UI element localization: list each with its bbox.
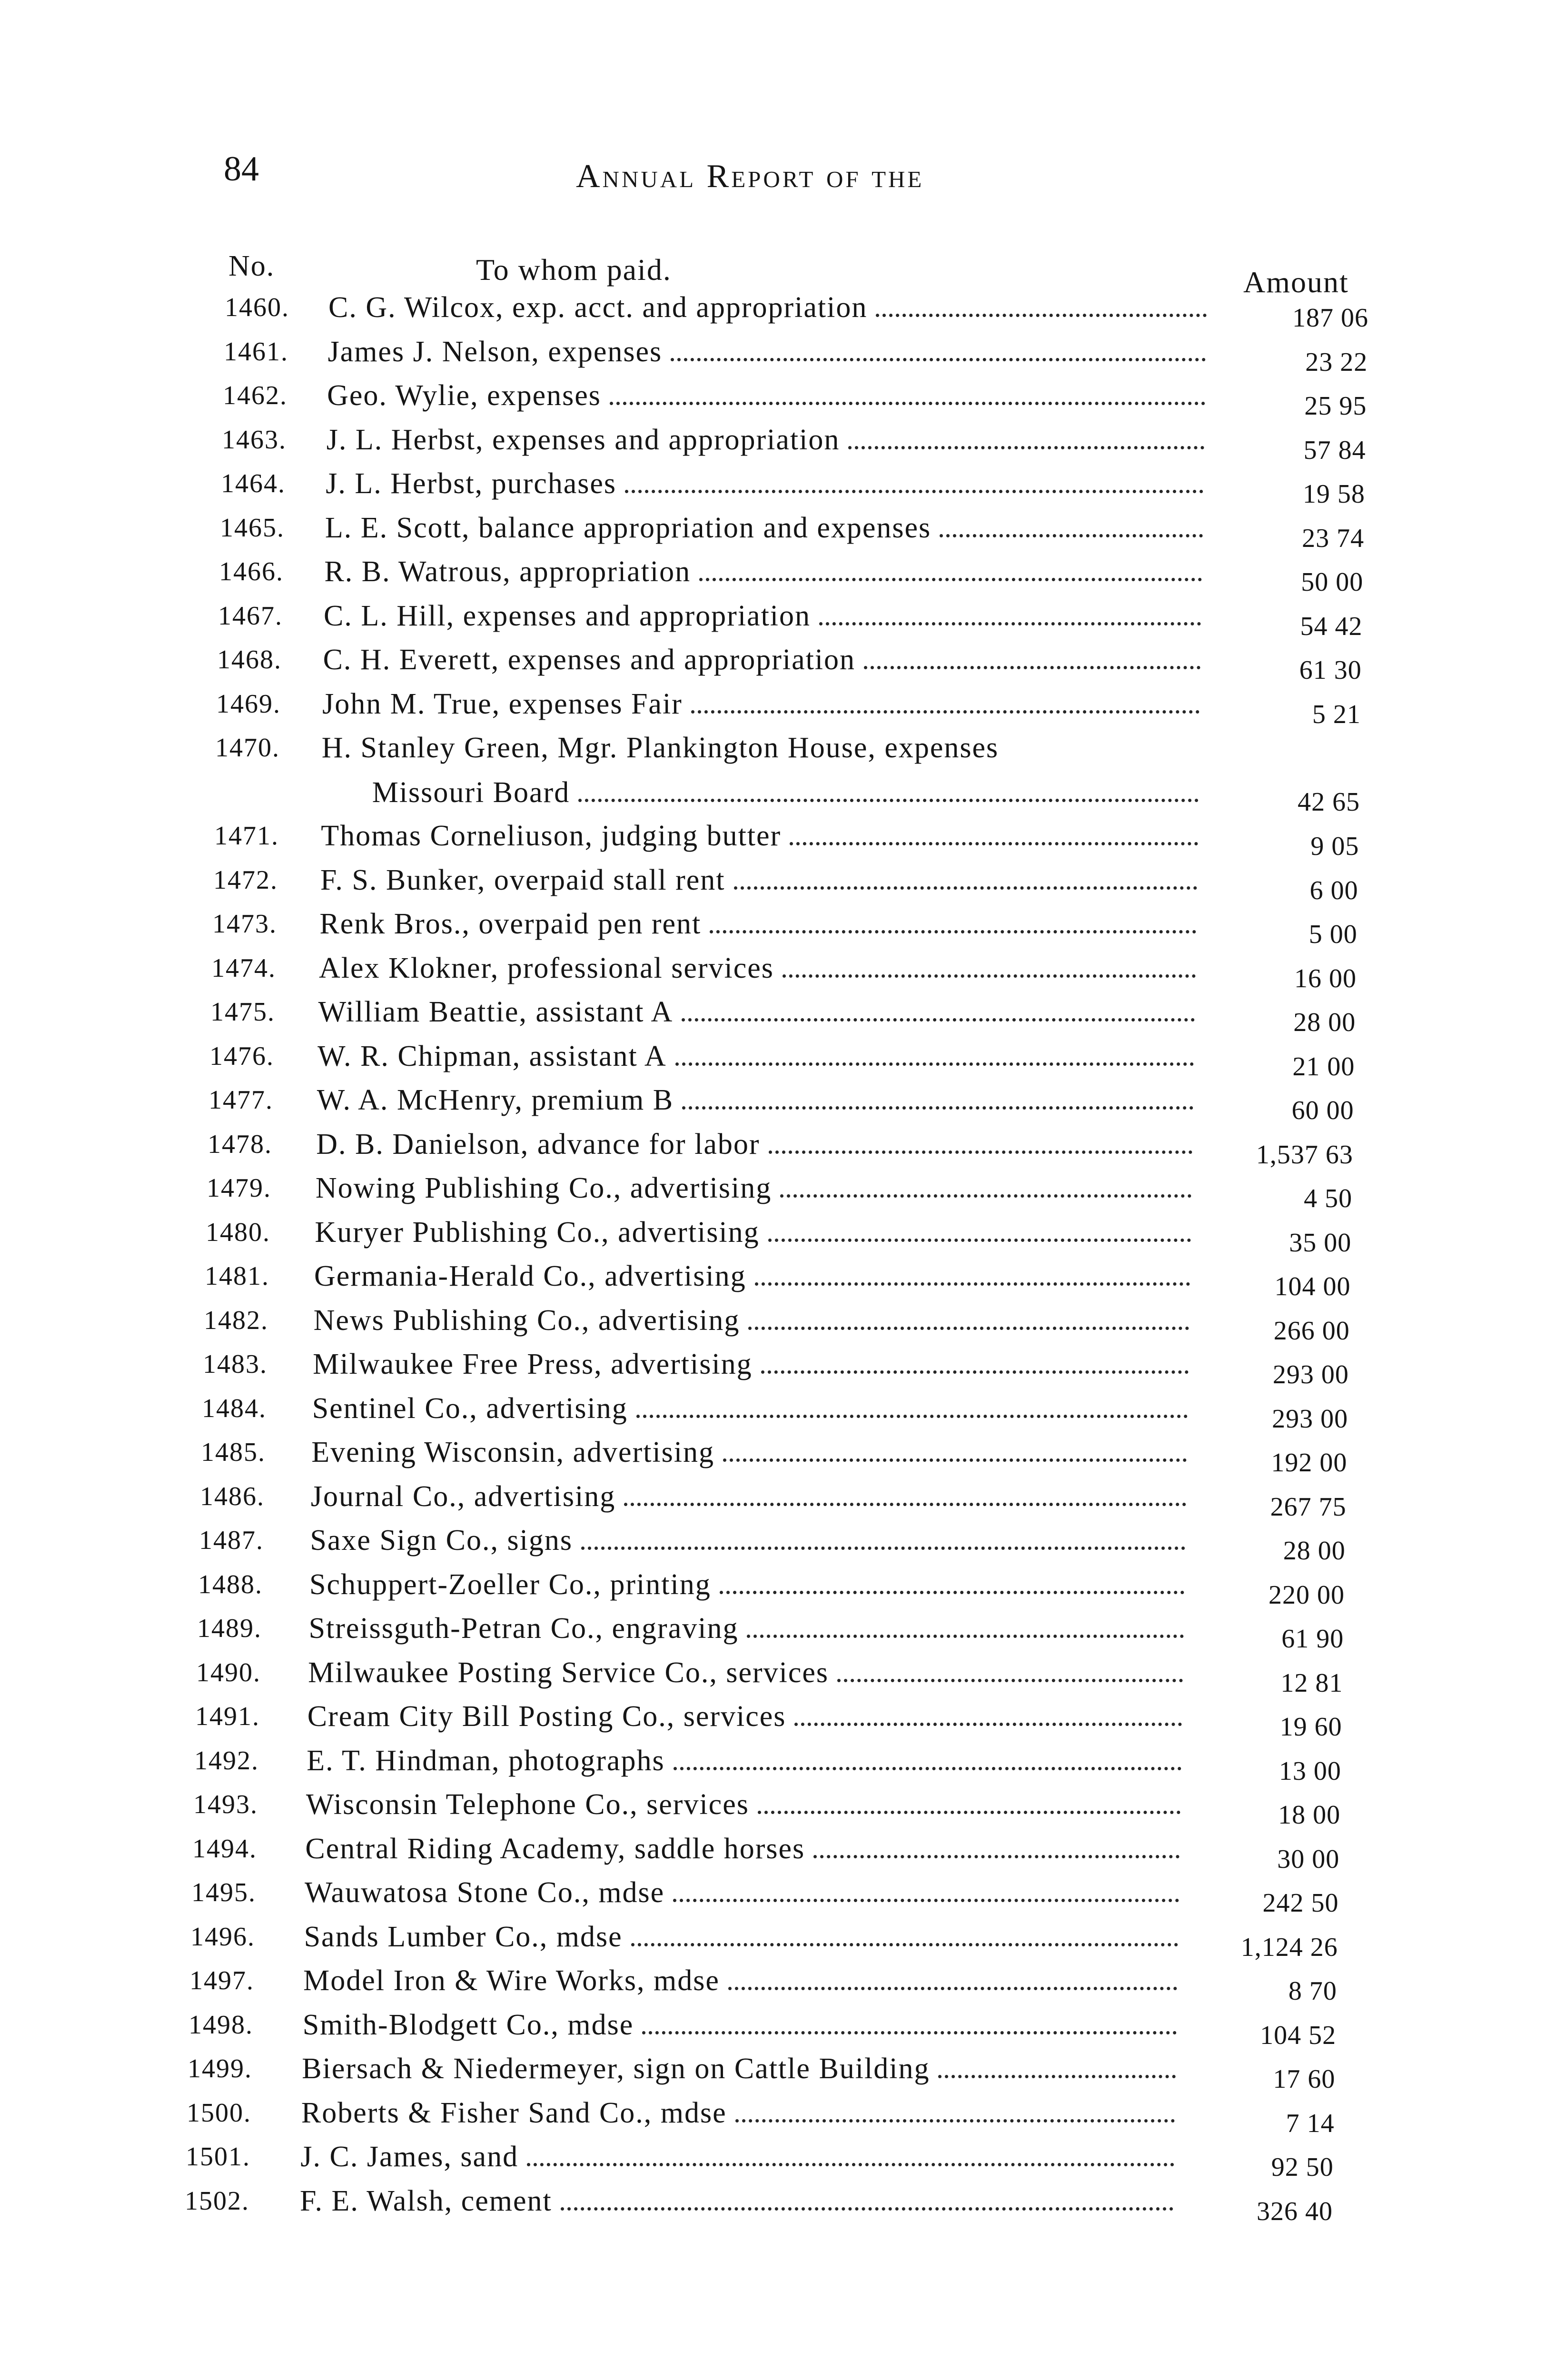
payee-entry — [309, 1611, 1184, 1646]
payee-name: Cream City Bill Posting Co., services — [307, 1700, 786, 1733]
column-header-to-whom-paid: To whom paid. — [476, 253, 672, 287]
payee-entry — [317, 1039, 1194, 1073]
voucher-number: 1472. — [213, 865, 278, 895]
payee-entry — [309, 1567, 1184, 1602]
dot-leader — [938, 2075, 1176, 2078]
dot-leader — [728, 1987, 1177, 1990]
dot-leader — [682, 1106, 1193, 1110]
payee-entry — [314, 1303, 1189, 1338]
amount: 19 60 — [1279, 1712, 1342, 1742]
dot-leader — [769, 1150, 1192, 1154]
payee-entry — [319, 951, 1196, 985]
dot-leader — [813, 1855, 1179, 1858]
voucher-number: 1465. — [220, 513, 285, 543]
payee-name: Smith-Blodgett Co., mdse — [302, 2008, 634, 2041]
dot-leader — [671, 358, 1206, 361]
dot-leader — [876, 314, 1207, 317]
amount: 293 00 — [1272, 1404, 1348, 1434]
dot-leader — [768, 1239, 1191, 1242]
amount: 13 00 — [1278, 1756, 1341, 1786]
amount: 21 00 — [1292, 1051, 1355, 1081]
payee-entry — [313, 1347, 1189, 1381]
voucher-number: 1491. — [195, 1702, 260, 1731]
payee-entry — [322, 731, 1199, 810]
amount: 1,537 63 — [1256, 1140, 1353, 1170]
dot-leader — [864, 666, 1200, 669]
dot-leader — [783, 974, 1196, 978]
payee-entry — [311, 1479, 1186, 1514]
dot-leader — [747, 1635, 1183, 1638]
amount: 28 00 — [1283, 1536, 1346, 1566]
voucher-number: 1469. — [216, 689, 281, 719]
voucher-number: 1484. — [202, 1393, 267, 1423]
payee-name: D. B. Danielson, advance for labor — [316, 1128, 760, 1160]
payee-entry — [305, 1832, 1179, 1866]
voucher-number: 1478. — [208, 1129, 272, 1159]
payee-name: Alex Klokner, professional services — [319, 952, 774, 984]
payee-entry — [324, 555, 1202, 589]
amount: 54 42 — [1300, 611, 1363, 641]
payee-name: Evening Wisconsin, advertising — [311, 1436, 715, 1468]
payee-name: Germania-Herald Co., advertising — [314, 1260, 746, 1292]
amount: 242 50 — [1262, 1888, 1339, 1918]
voucher-number: 1460. — [225, 293, 289, 322]
payee-name: James J. Nelson, expenses — [327, 335, 663, 368]
dot-leader — [578, 799, 1199, 802]
payee-name: F. S. Bunker, overpaid stall rent — [320, 863, 725, 896]
amount: 4 50 — [1304, 1184, 1353, 1213]
dot-leader — [527, 2163, 1174, 2166]
voucher-number: 1497. — [189, 1966, 254, 1995]
dot-leader — [561, 2207, 1173, 2211]
amount: 7 14 — [1286, 2108, 1335, 2138]
voucher-number: 1477. — [208, 1085, 273, 1115]
voucher-number: 1499. — [188, 2054, 252, 2083]
column-header-amount: Amount — [1243, 265, 1349, 299]
payee-name: Milwaukee Posting Service Co., services — [308, 1656, 829, 1689]
amount: 42 65 — [1298, 787, 1360, 817]
dot-leader — [790, 842, 1198, 845]
amount: 17 60 — [1273, 2064, 1336, 2094]
payee-name: Roberts & Fisher Sand Co., mdse — [301, 2096, 727, 2129]
amount: 9 05 — [1310, 832, 1359, 861]
amount: 28 00 — [1293, 1008, 1356, 1037]
voucher-number: 1488. — [198, 1569, 263, 1599]
payee-entry — [300, 2184, 1173, 2218]
payee-entry — [317, 1083, 1193, 1117]
payee-entry — [324, 599, 1201, 633]
payee-name: Wisconsin Telephone Co., services — [306, 1788, 749, 1821]
payee-entry — [326, 466, 1203, 501]
payee-name: R. B. Watrous, appropriation — [324, 555, 691, 588]
table-row — [0, 2184, 1546, 2236]
payee-entry — [319, 907, 1196, 941]
payee-entry — [328, 290, 1207, 325]
voucher-number: 1463. — [222, 425, 287, 455]
voucher-number: 1474. — [211, 953, 276, 983]
amount: 8 70 — [1288, 1976, 1337, 2006]
payee-name: W. R. Chipman, assistant A — [317, 1040, 667, 1072]
voucher-number: 1471. — [214, 821, 279, 851]
voucher-number: 1476. — [209, 1041, 274, 1071]
payee-name: C. H. Everett, expenses and appropriation — [323, 644, 856, 676]
amount: 293 00 — [1272, 1360, 1349, 1389]
amount: 30 00 — [1277, 1844, 1340, 1874]
payee-entry — [307, 1744, 1181, 1778]
dot-leader — [735, 2119, 1175, 2122]
payee-name: Geo. Wylie, expenses — [327, 379, 601, 412]
payee-name: John M. True, expenses Fair — [322, 687, 683, 720]
voucher-number: 1498. — [188, 2010, 253, 2040]
payee-name: Schuppert-Zoeller Co., printing — [309, 1568, 711, 1601]
dot-leader — [710, 930, 1196, 933]
payee-entry — [327, 378, 1205, 413]
payee-name: Model Iron & Wire Works, mdse — [303, 1964, 720, 1997]
table-row — [0, 731, 1546, 817]
dot-leader — [794, 1723, 1182, 1726]
dot-leader — [624, 1503, 1186, 1506]
amount: 92 50 — [1271, 2152, 1334, 2182]
payee-entry — [315, 1215, 1190, 1250]
payee-name: Nowing Publishing Co., advertising — [315, 1172, 772, 1204]
amount: 61 90 — [1281, 1624, 1344, 1654]
amount: 5 21 — [1312, 699, 1361, 729]
dot-leader — [720, 1591, 1185, 1594]
payee-name: C. L. Hill, expenses and appropriation — [324, 599, 811, 632]
dot-leader — [819, 622, 1201, 625]
payee-entry — [307, 1699, 1182, 1734]
payee-name: Biersach & Niedermeyer, sign on Cattle Building — [302, 2053, 930, 2085]
dot-leader — [625, 490, 1203, 493]
voucher-number: 1475. — [210, 997, 275, 1027]
payee-entry — [325, 511, 1203, 545]
dot-leader — [581, 1547, 1185, 1550]
amount: 57 84 — [1303, 435, 1366, 465]
payee-entry — [320, 863, 1197, 897]
voucher-number: 1502. — [185, 2186, 249, 2216]
payee-name: Sands Lumber Co., mdse — [304, 1920, 623, 1953]
payee-name-continued: Missouri Board — [372, 776, 570, 809]
payee-name: Kuryer Publishing Co., advertising — [315, 1216, 760, 1249]
dot-leader — [755, 1282, 1190, 1286]
payee-entry — [323, 643, 1200, 677]
voucher-number: 1481. — [205, 1261, 269, 1291]
payee-name: William Beattie, assistant A — [318, 996, 674, 1028]
running-head: Annual Report of the — [576, 158, 924, 195]
dot-leader — [758, 1811, 1180, 1814]
payee-name: Central Riding Academy, saddle horses — [305, 1832, 805, 1865]
payee-entry — [322, 687, 1199, 721]
payee-name: Saxe Sign Co., signs — [310, 1524, 573, 1557]
payee-name: Wauwatosa Stone Co., mdse — [305, 1876, 665, 1909]
payee-entry — [310, 1523, 1185, 1557]
payee-entry — [302, 2052, 1176, 2086]
voucher-number: 1500. — [187, 2098, 251, 2128]
payee-name: News Publishing Co., advertising — [313, 1304, 740, 1337]
payee-entry — [304, 1920, 1178, 1954]
amount: 104 52 — [1260, 2020, 1337, 2050]
amount: 5 00 — [1308, 920, 1358, 949]
amount: 23 74 — [1302, 523, 1365, 553]
voucher-number: 1461. — [224, 337, 288, 367]
payee-entry — [300, 2140, 1174, 2174]
voucher-number: 1487. — [199, 1526, 264, 1555]
payee-name: Thomas Corneliuson, judging butter — [321, 820, 782, 852]
payee-name: W. A. McHenry, premium B — [317, 1084, 674, 1116]
payee-entry — [327, 423, 1204, 457]
voucher-number: 1489. — [197, 1614, 262, 1643]
payee-entry — [318, 995, 1195, 1029]
amount: 23 22 — [1305, 347, 1368, 377]
dot-leader — [675, 1062, 1194, 1066]
amount: 104 00 — [1274, 1272, 1351, 1301]
payee-name: C. G. Wilcox, exp. acct. and appropriation — [328, 291, 868, 324]
amount: 220 00 — [1269, 1580, 1345, 1610]
payee-entry — [306, 1787, 1180, 1822]
payee-name: H. Stanley Green, Mgr. Plankington House, expenses — [321, 732, 999, 764]
amount: 25 95 — [1304, 391, 1367, 421]
payee-entry — [305, 1875, 1179, 1910]
amount: 18 00 — [1278, 1800, 1341, 1830]
payee-name: Journal Co., advertising — [310, 1480, 616, 1513]
payee-name: J. C. James, sand — [300, 2141, 519, 2173]
payee-continuation-line — [322, 775, 1199, 810]
amount: 19 58 — [1302, 479, 1365, 509]
payee-name: Streissguth-Petran Co., engraving — [308, 1612, 739, 1645]
voucher-number: 1492. — [194, 1745, 259, 1775]
dot-leader — [691, 710, 1199, 714]
dot-leader — [748, 1327, 1189, 1330]
amount: 50 00 — [1301, 567, 1364, 597]
dot-leader — [699, 578, 1202, 581]
payee-name: Renk Bros., overpaid pen rent — [319, 908, 702, 940]
voucher-number: 1462. — [223, 381, 287, 410]
payee-entry — [303, 2008, 1177, 2042]
voucher-number: 1495. — [191, 1878, 256, 1907]
amount: 16 00 — [1294, 963, 1357, 993]
amount: 1,124 26 — [1240, 1932, 1338, 1962]
dot-leader — [673, 1899, 1179, 1902]
voucher-number: 1486. — [200, 1481, 265, 1511]
amount: 35 00 — [1289, 1228, 1352, 1258]
dot-leader — [837, 1679, 1183, 1682]
amount: 187 06 — [1292, 303, 1368, 333]
dot-leader — [848, 446, 1204, 449]
payee-entry — [301, 2096, 1175, 2130]
amount: 192 00 — [1271, 1448, 1348, 1478]
voucher-number: 1464. — [221, 469, 286, 498]
amount: 267 75 — [1270, 1492, 1347, 1522]
amount: 326 40 — [1257, 2196, 1333, 2226]
amount: 61 30 — [1299, 655, 1362, 685]
dot-leader — [636, 1415, 1188, 1418]
payee-entry — [314, 1259, 1190, 1293]
dot-leader — [780, 1194, 1191, 1198]
dot-leader — [631, 1943, 1178, 1946]
dot-leader — [723, 1458, 1187, 1462]
payee-name: Milwaukee Free Press, advertising — [313, 1348, 753, 1380]
payee-entry — [321, 819, 1198, 853]
amount: 6 00 — [1309, 875, 1358, 905]
dot-leader — [642, 2031, 1176, 2034]
voucher-number: 1479. — [207, 1173, 271, 1203]
voucher-number: 1493. — [193, 1790, 258, 1819]
voucher-number: 1496. — [190, 1922, 255, 1952]
payee-entry — [312, 1391, 1188, 1426]
voucher-number: 1483. — [203, 1349, 268, 1379]
voucher-number: 1467. — [218, 601, 283, 631]
payee-name: F. E. Walsh, cement — [300, 2184, 552, 2217]
payee-name: J. L. Herbst, purchases — [326, 467, 617, 500]
dot-leader — [761, 1370, 1189, 1374]
voucher-number: 1473. — [212, 909, 277, 939]
dot-leader — [610, 402, 1205, 405]
amount: 12 81 — [1280, 1668, 1343, 1698]
amount: 60 00 — [1291, 1096, 1354, 1125]
page-number: 84 — [224, 149, 259, 188]
voucher-number: 1501. — [186, 2142, 250, 2172]
dot-leader — [940, 534, 1202, 537]
dot-leader — [734, 886, 1197, 890]
payee-entry — [303, 1964, 1177, 1998]
payee-entry — [316, 1171, 1191, 1205]
dot-leader — [674, 1767, 1181, 1770]
payee-entry — [311, 1435, 1187, 1469]
payee-name: E. T. Hindman, photographs — [307, 1744, 665, 1777]
payee-entry — [328, 335, 1206, 369]
payee-name: Sentinel Co., advertising — [312, 1392, 628, 1425]
payee-entry — [316, 1127, 1192, 1161]
voucher-number: 1470. — [215, 733, 280, 763]
voucher-number: 1466. — [219, 557, 284, 586]
voucher-number: 1480. — [206, 1217, 270, 1247]
payee-entry — [308, 1656, 1183, 1690]
payee-name: J. L. Herbst, expenses and appropriation — [326, 423, 840, 456]
column-header-no: No. — [228, 250, 275, 282]
voucher-number: 1490. — [196, 1657, 261, 1687]
payee-name: L. E. Scott, balance appropriation and expenses — [325, 511, 932, 544]
voucher-number: 1482. — [204, 1305, 268, 1335]
voucher-number: 1494. — [192, 1834, 257, 1864]
voucher-number: 1468. — [217, 645, 282, 674]
dot-leader — [682, 1018, 1195, 1021]
voucher-number: 1485. — [201, 1438, 266, 1467]
amount: 266 00 — [1273, 1316, 1350, 1346]
